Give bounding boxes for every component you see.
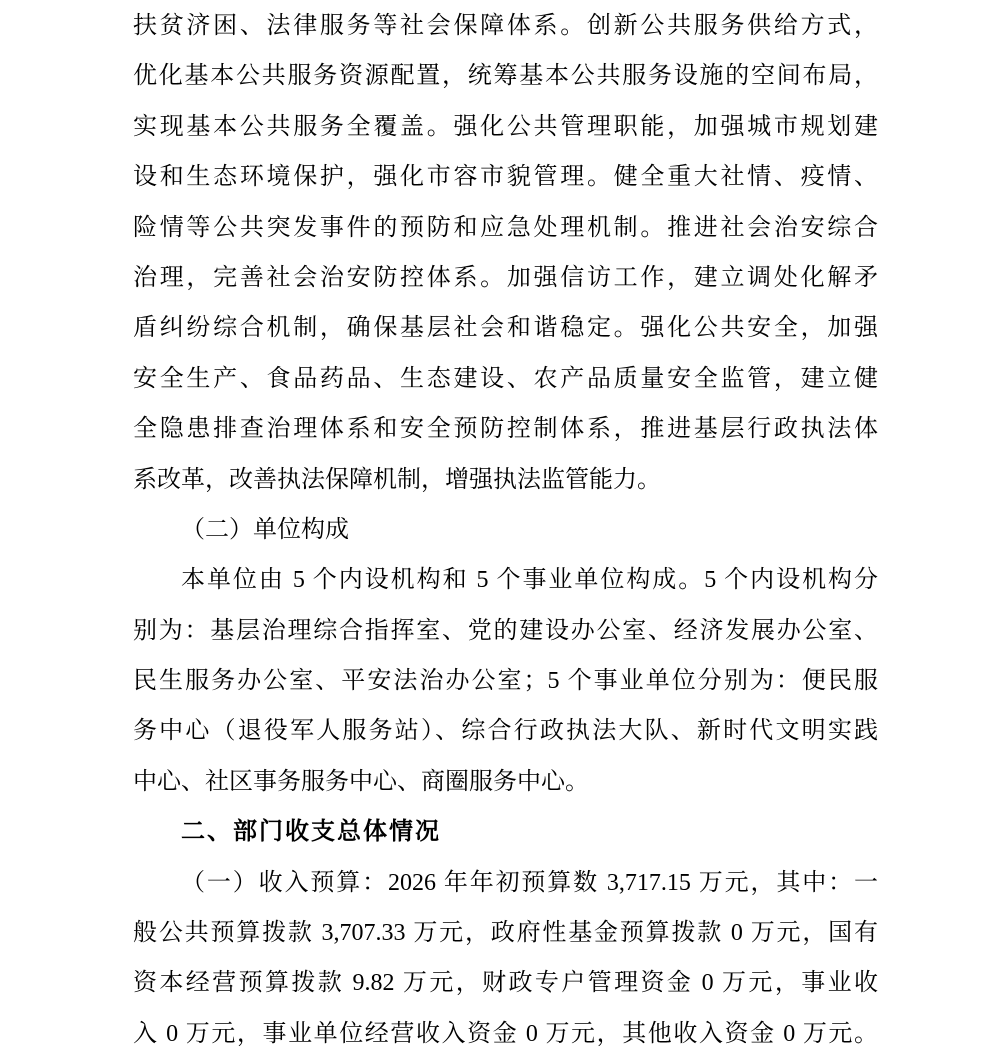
text-line: 安全生产、食品药品、生态建设、农产品质量安全监管，建立健 <box>133 365 878 392</box>
text-line: 入 0 万元，事业单位经营收入资金 0 万元，其他收入资金 0 万元。 <box>133 1020 878 1047</box>
document-text-block <box>133 1 878 1059</box>
text-line: 民生服务办公室、平安法治办公室；5 个事业单位分别为：便民服 <box>133 668 878 695</box>
text-line: 系改革，改善执法保障机制，增强执法监管能力。 <box>133 466 661 493</box>
text-line: 险情等公共突发事件的预防和应急处理机制。推进社会治安综合 <box>133 214 878 241</box>
text-line: 资本经营预算拨款 9.82 万元，财政专户管理资金 0 万元，事业收 <box>133 970 878 997</box>
text-line: 治理，完善社会治安防控体系。加强信访工作，建立调处化解矛 <box>133 264 878 291</box>
text-line: 优化基本公共服务资源配置，统筹基本公共服务设施的空间布局， <box>133 63 878 90</box>
text-line: 扶贫济困、法律服务等社会保障体系。创新公共服务供给方式， <box>133 13 878 39</box>
text-line: 般公共预算拨款 3,707.33 万元，政府性基金预算拨款 0 万元，国有 <box>133 920 878 947</box>
text-line: 别为：基层治理综合指挥室、党的建设办公室、经济发展办公室、 <box>133 617 878 644</box>
text-line: 盾纠纷综合机制，确保基层社会和谐稳定。强化公共安全，加强 <box>133 315 878 342</box>
section-heading-budget-overview: 二、部门收支总体情况 <box>181 818 441 846</box>
text-line: 中心、社区事务服务中心、商圈服务中心。 <box>133 768 589 795</box>
text-line: 全隐患排查治理体系和安全预防控制体系，推进基层行政执法体 <box>133 416 878 443</box>
subsection-heading-unit-composition: （二）单位构成 <box>181 516 349 543</box>
text-line: 本单位由 5 个内设机构和 5 个事业单位构成。5 个内设机构分 <box>181 567 878 594</box>
text-line: 实现基本公共服务全覆盖。强化公共管理职能，加强城市规划建 <box>133 113 878 140</box>
text-line: 务中心（退役军人服务站）、综合行政执法大队、新时代文明实践 <box>133 718 878 745</box>
text-line: 设和生态环境保护，强化市容市貌管理。健全重大社情、疫情、 <box>133 164 878 191</box>
text-line: （一）收入预算：2026 年年初预算数 3,717.15 万元，其中：一 <box>181 869 878 896</box>
